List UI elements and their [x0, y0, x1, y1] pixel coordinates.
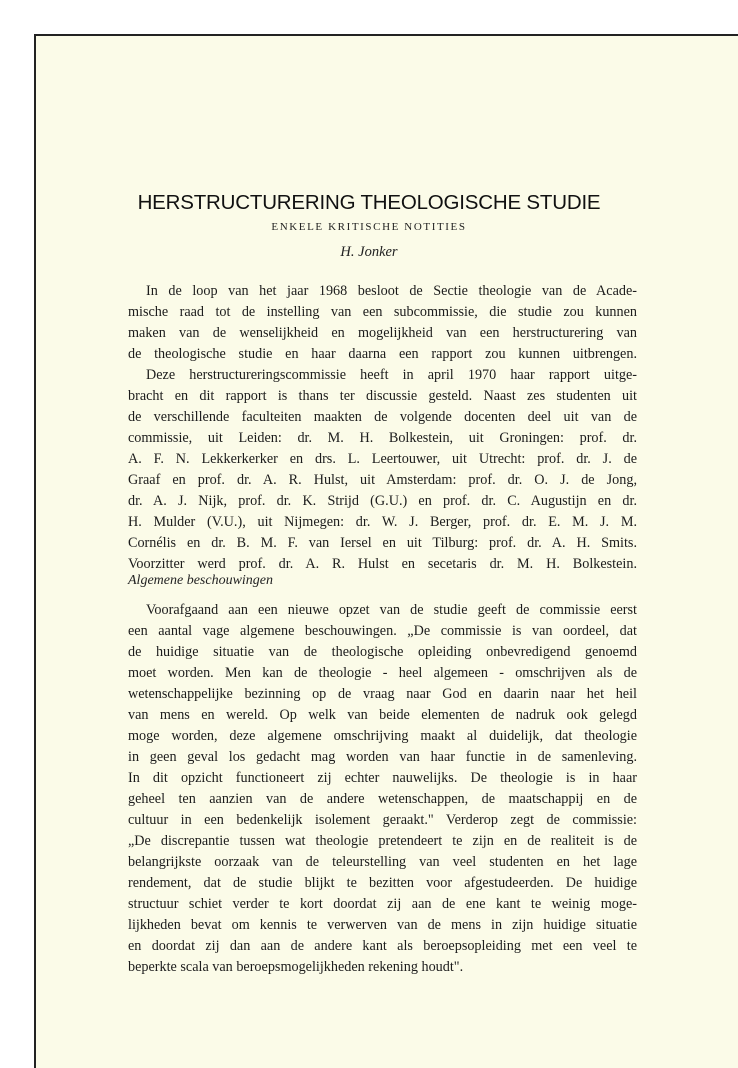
paragraph-line: in geen geval los gedacht mag worden van haar functie in de samenleving.	[128, 749, 637, 765]
paragraph-line: structuur schiet verder te kort doordat zij aan de ene kant te weinig moge-	[128, 896, 637, 912]
paragraph-line: de theologische studie en haar daarna een rapport zou kunnen uitbrengen.	[128, 346, 637, 362]
paragraph-line: bracht en dit rapport is thans ter discussie gesteld. Naast zes studenten uit	[128, 388, 637, 404]
paragraph-line: lijkheden bevat om kennis te verwerven van de mens in zijn huidige situatie	[128, 917, 637, 933]
paragraph-line: Voorafgaand aan een nieuwe opzet van de studie geeft de commissie eerst	[146, 602, 637, 618]
paragraph-line: „De discrepantie tussen wat theologie pretendeert te zijn en de realiteit is de	[128, 833, 637, 849]
paragraph-line: Deze herstructureringscommissie heeft in april 1970 haar rapport uitge-	[146, 367, 637, 383]
paragraph-line: mische raad tot de instelling van een subcommissie, die studie zou kunnen	[128, 304, 637, 320]
paragraph-line: de huidige situatie van de theologische opleiding onbevredigend genoemd	[128, 644, 637, 660]
article-subtitle: ENKELE KRITISCHE NOTITIES	[271, 221, 467, 233]
paragraph-line: maken van de wenselijkheid en mogelijkheid van een herstructurering van	[128, 325, 637, 341]
paragraph-line: dr. A. J. Nijk, prof. dr. K. Strijd (G.U.) en prof. dr. C. Augustijn en dr.	[128, 493, 637, 509]
paragraph-line: commissie, uit Leiden: dr. M. H. Bolkestein, uit Groningen: prof. dr.	[128, 430, 637, 446]
paragraph-line: Cornélis en dr. B. M. F. van Iersel en uit Tilburg: prof. dr. A. H. Smits.	[128, 535, 637, 551]
paragraph-line: moet worden. Men kan de theologie - heel algemeen - omschrijven als de	[128, 665, 637, 681]
paragraph-line: In dit opzicht functioneert zij echter nauwelijks. De theologie is in haar	[128, 770, 637, 786]
paragraph-line: van mens en wereld. Op welk van beide elementen de nadruk ook gelegd	[128, 707, 637, 723]
paragraph-line: In de loop van het jaar 1968 besloot de Sectie theologie van de Acade-	[146, 283, 637, 299]
paragraph-line: beperkte scala van beroepsmogelijkheden rekening houdt".	[128, 959, 464, 975]
paragraph-line: rendement, dat de studie blijkt te bezitten voor afgestudeerden. De huidige	[128, 875, 637, 891]
paragraph-line: een aantal vage algemene beschouwingen. „De commissie is van oordeel, dat	[128, 623, 637, 639]
paragraph-line: moge worden, deze algemene omschrijving maakt al duidelijk, dat theologie	[128, 728, 637, 744]
article-author: H. Jonker	[340, 244, 398, 260]
paragraph-line: en doordat zij dan aan de andere kant als beroepsopleiding met een veel te	[128, 938, 637, 954]
paragraph-line: belangrijkste oorzaak van de teleurstelling van veel studenten en het lage	[128, 854, 637, 870]
paragraph-line: wetenschappelijke bezinning op de vraag naar God en daarin naar het heil	[128, 686, 637, 702]
paragraph-line: Voorzitter werd prof. dr. A. R. Hulst en secetaris dr. M. H. Bolkestein.	[128, 556, 637, 572]
article-title: HERSTRUCTURERING THEOLOGISCHE STUDIE	[137, 191, 601, 214]
paragraph-line: de verschillende faculteiten maakten de volgende docenten deel uit van de	[128, 409, 637, 425]
paragraph-line: H. Mulder (V.U.), uit Nijmegen: dr. W. J. Berger, prof. dr. E. M. J. M.	[128, 514, 637, 530]
paragraph-line: Graaf en prof. dr. A. R. Hulst, uit Amsterdam: prof. dr. O. J. de Jong,	[128, 472, 637, 488]
paragraph-line: cultuur in een bedenkelijk isolement geraakt." Verderop zegt de commissie:	[128, 812, 637, 828]
section-heading: Algemene beschouwingen	[128, 573, 274, 588]
paragraph-line: A. F. N. Lekkerkerker en drs. L. Leertouwer, uit Utrecht: prof. dr. J. de	[128, 451, 637, 467]
paragraph-line: geheel ten aanzien van de andere wetenschappen, de maatschappij en de	[128, 791, 637, 807]
